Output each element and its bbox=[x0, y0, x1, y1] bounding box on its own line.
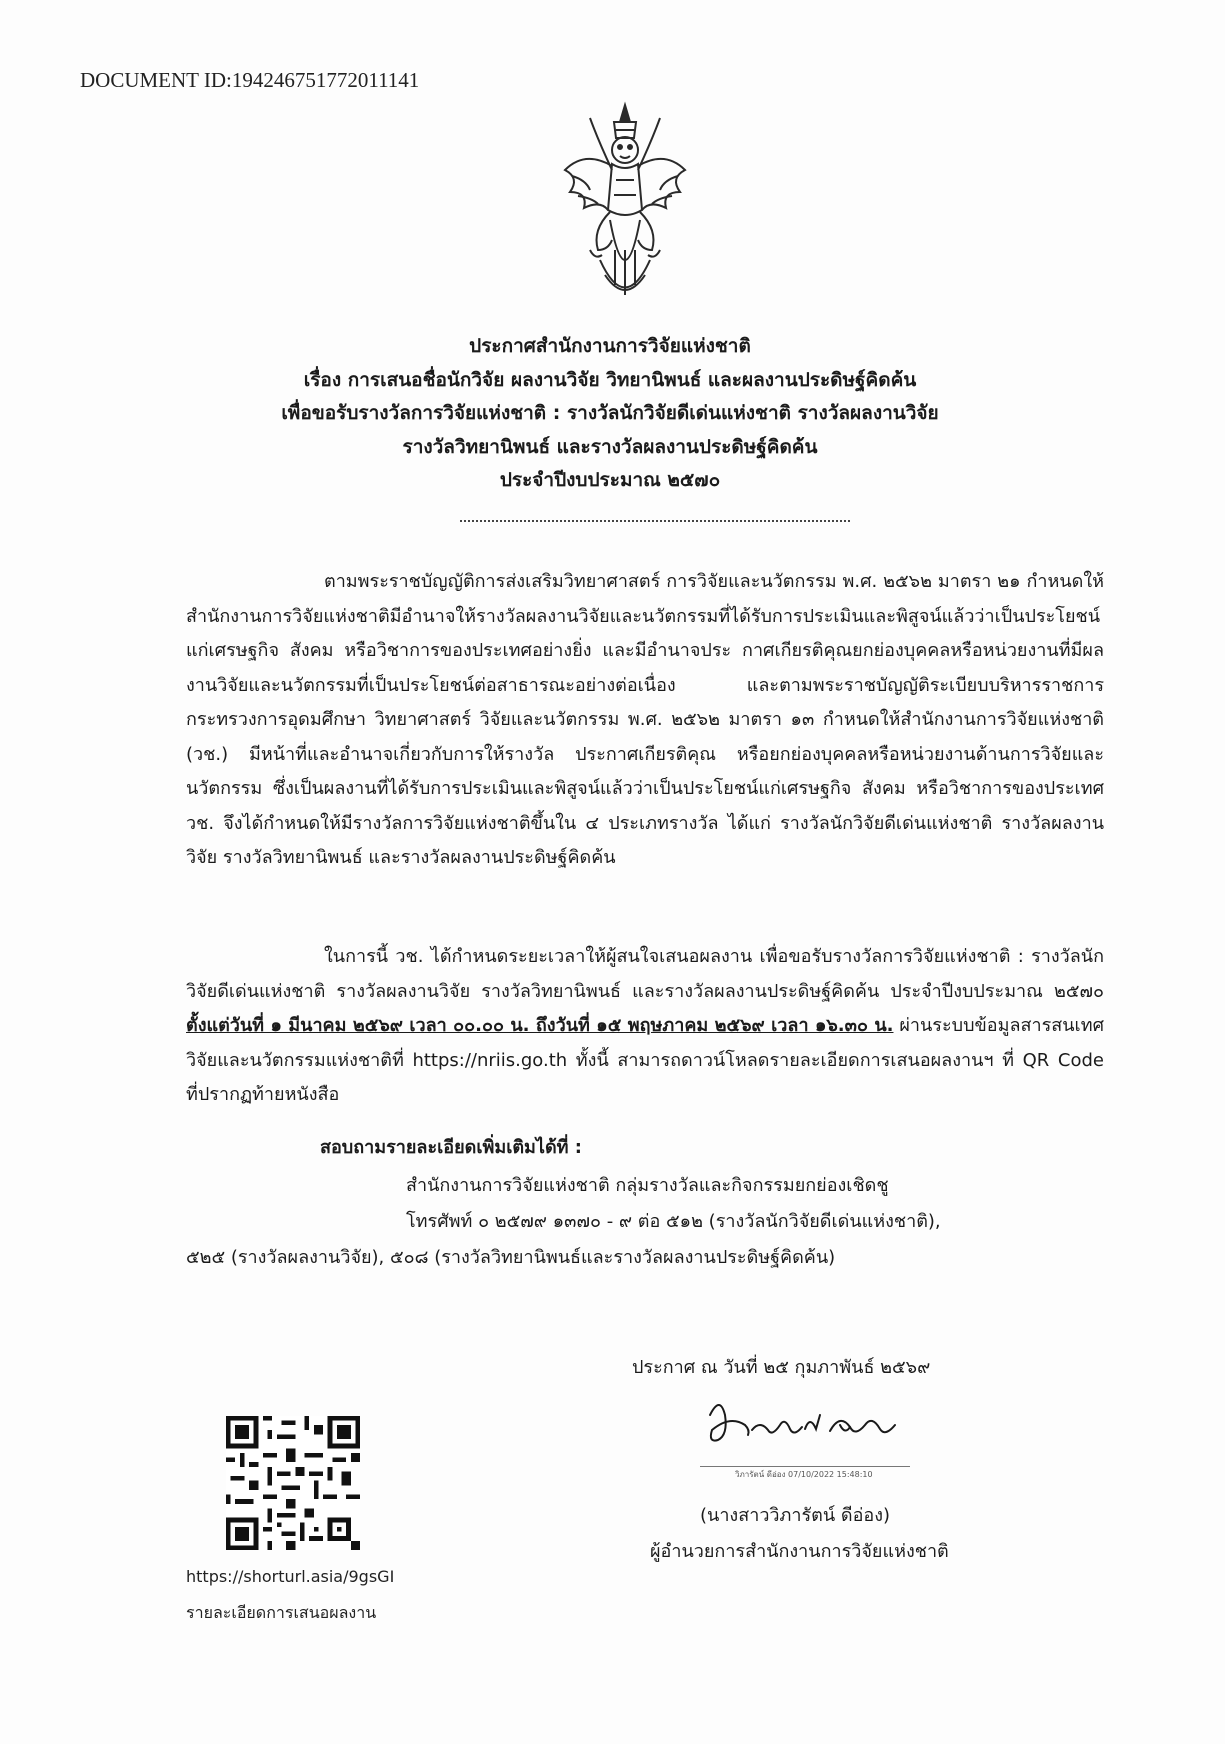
announcement-headings bbox=[140, 330, 1080, 498]
heading-line-3: เพื่อขอรับรางวัลการวิจัยแห่งชาติ : รางวัลนักวิจัยดีเด่นแห่งชาติ รางวัลผลงานวิจัย bbox=[281, 402, 939, 424]
contact-extensions: ๕๒๕ (รางวัลผลงานวิจัย), ๕๐๘ (รางวัลวิทยานิพนธ์และรางวัลผลงานประดิษฐ์คิดค้น) bbox=[186, 1247, 836, 1268]
qr-code-icon[interactable] bbox=[226, 1416, 360, 1550]
heading-line-2: เรื่อง การเสนอชื่อนักวิจัย ผลงานวิจัย วิทยานิพนธ์ และผลงานประดิษฐ์คิดค้น bbox=[303, 368, 917, 391]
dotted-divider bbox=[460, 520, 850, 522]
submission-period-highlight: ตั้งแต่วันที่ ๑ มีนาคม ๒๕๖๙ เวลา ๐๐.๐๐ น. ถึงวันที่ ๑๕ พฤษภาคม ๒๕๖๙ เวลา ๑๖.๓๐ น. bbox=[186, 1015, 894, 1036]
heading-line-1: ประกาศสำนักงานการวิจัยแห่งชาติ bbox=[469, 335, 751, 357]
announcement-date: ประกาศ ณ วันที่ ๒๕ กุมภาพันธ์ ๒๕๖๙ bbox=[632, 1357, 931, 1378]
heading-line-4: รางวัลวิทยานิพนธ์ และรางวัลผลงานประดิษฐ์คิดค้น bbox=[402, 435, 818, 458]
contact-details bbox=[186, 1168, 1104, 1276]
signer-name: (นางสาววิภารัตน์ ดีอ่อง) bbox=[700, 1505, 891, 1526]
handwritten-signature bbox=[690, 1385, 920, 1455]
paragraph-submission-period bbox=[186, 940, 1104, 1113]
signature-line bbox=[700, 1466, 910, 1467]
paragraph-2-tail: ผ่านระบบข้อมูลสารสนเทศวิจัยและนวัตกรรมแห่งชาติที่ https://nriis.go.th ทั้งนี้ สามารถดาวน์โหลดรายละเอียดการเสนอผลงานฯ ที่ QR Code ที่ปรากฏท้ายหนังสือ bbox=[186, 1015, 1104, 1105]
contact-phone: โทรศัพท์ ๐ ๒๕๗๙ ๑๓๗๐ - ๙ ต่อ ๕๑๒ (รางวัลนักวิจัยดีเด่นแห่งชาติ), bbox=[406, 1211, 941, 1232]
contact-heading: สอบถามรายละเอียดเพิ่มเติมได้ที่ : bbox=[320, 1137, 582, 1158]
heading-line-5: ประจำปีงบประมาณ ๒๕๗๐ bbox=[499, 469, 721, 491]
paragraph-legal-basis: ตามพระราชบัญญัติการส่งเสริมวิทยาศาสตร์ การวิจัยและนวัตกรรม พ.ศ. ๒๕๖๒ มาตรา ๒๑ กำหนดให้สำนักงานการวิจัยแห่งชาติมีอำนาจให้รางวัลผลงานวิจัยและนวัตกรรมที่ได้รับการประเมินและพิสูจน์แล้วว่าเป็นประโยชน์แก่เศรษฐกิจ สังคม หรือวิชาการของประเทศอย่างยิ่ง และมีอำนาจประ กาศเกียรติคุณยกย่องบุคคลหรือหน่วยงานที่มีผลงานวิจัยและนวัตกรรมที่เป็นประโยชน์ต่อสาธารณะอย่างต่อเนื่อง และตามพระราชบัญญัติระเบียบบริหารราชการกระทรวงการอุดมศึกษา วิทยาศาสตร์ วิจัยและนวัตกรรม พ.ศ. ๒๕๖๒ มาตรา ๑๓ กำหนดให้สำนักงานการวิจัยแห่งชาติ (วช.) มีหน้าที่และอำนาจเกี่ยวกับการให้รางวัล ประกาศเกียรติคุณ หรือยกย่องบุคคลหรือหน่วยงานด้านการวิจัยและนวัตกรรม ซึ่งเป็นผลงานที่ได้รับการประเมินและพิสูจน์แล้วว่าเป็นประโยชน์แก่เศรษฐกิจ สังคม หรือวิชาการของประเทศ วช. จึงได้กำหนดให้มีรางวัลการวิจัยแห่งชาติขึ้นใน ๔ ประเภทรางวัล ได้แก่ รางวัลนักวิจัยดีเด่นแห่งชาติ รางวัลผลงานวิจัย รางวัลวิทยานิพนธ์ และรางวัลผลงานประดิษฐ์คิดค้น bbox=[186, 571, 1104, 868]
paragraph-2-intro: ในการนี้ วช. ได้กำหนดระยะเวลาให้ผู้สนใจเสนอผลงาน เพื่อขอรับรางวัลการวิจัยแห่งชาติ : รางวัลนักวิจัยดีเด่นแห่งชาติ รางวัลผลงานวิจัย รางวัลวิทยานิพนธ์ และรางวัลผลงานประดิษฐ์คิดค้น ประจำปีงบประมาณ ๒๕๗๐ bbox=[186, 946, 1104, 1002]
document-id: DOCUMENT ID:194246751772011141 bbox=[80, 68, 420, 92]
qr-caption: รายละเอียดการเสนอผลงาน bbox=[186, 1603, 377, 1622]
signature-timestamp: วิภารัตน์ ดีอ่อง 07/10/2022 15:48:10 bbox=[735, 1470, 873, 1479]
contact-office: สำนักงานการวิจัยแห่งชาติ กลุ่มรางวัลและกิจกรรมยกย่องเชิดชู bbox=[406, 1175, 889, 1196]
signer-title: ผู้อำนวยการสำนักงานการวิจัยแห่งชาติ bbox=[650, 1541, 949, 1562]
garuda-emblem-icon bbox=[550, 100, 700, 315]
qr-link[interactable]: https://shorturl.asia/9gsGI bbox=[186, 1567, 395, 1586]
